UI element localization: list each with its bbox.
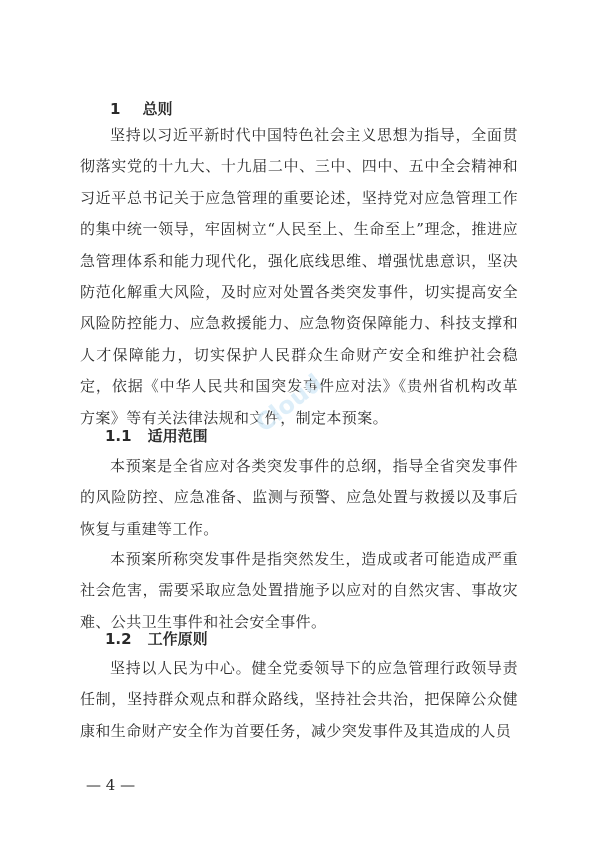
subsection-number: 1.1 <box>105 427 132 445</box>
section-number: 1 <box>110 100 121 118</box>
page-number: — 4 — <box>86 776 136 794</box>
subsection-title: 工作原则 <box>147 630 208 648</box>
subsection-title: 适用范围 <box>147 427 208 445</box>
section-heading-1-1 <box>105 425 208 446</box>
watermark-text: Cloud <box>250 368 328 438</box>
section-heading-1-2 <box>105 628 208 649</box>
paragraph-scope-2: 本预案所称突发事件是指突然发生，造成或者可能造成严重社会危害，需要采取应急处置措施予以应对的自然灾害、事故灾难、公共卫生事件和社会安全事件。 <box>80 550 518 631</box>
paragraph-principles-1: 坚持以人民为中心。健全党委领导下的应急管理行政领导责任制，坚持群众观点和群众路线，坚持社会共治，把保障公众健康和生命财产安全作为首要任务，减少突发事件及其造成的人员 <box>80 659 518 740</box>
paragraph-scope-1: 本预案是全省应对各类突发事件的总纲，指导全省突发事件的风险防控、应急准备、监测与预警、应急处置与救援以及事后恢复与重建等工作。 <box>80 457 518 538</box>
section-title: 总则 <box>142 100 173 118</box>
subsection-number: 1.2 <box>105 630 132 648</box>
section-heading-1 <box>110 98 172 119</box>
paragraph-intro: 坚持以习近平新时代中国特色社会主义思想为指导，全面贯彻落实党的十九大、十九届二中、三中、四中、五中全会精神和习近平总书记关于应急管理的重要论述，坚持党对应急管理工作的集中统一领导，牢固树立“人民至上、生命至上”理念，推进应急管理体系和能力现代化，强化底线思维、增强忧患意识，坚决防范化解重大风险，及时应对处置各类突发事件，切实提高安全风险防控能力、应急救援能力、应急物资保障能力、科技支撑和人才保障能力，切实保护人民群众生命财产安全和维护社会稳定，依据《中华人民共和国突发事件应对法》《贵州省机构改革方案》等有关法律法规和文件，制定本预案。 <box>80 126 518 427</box>
